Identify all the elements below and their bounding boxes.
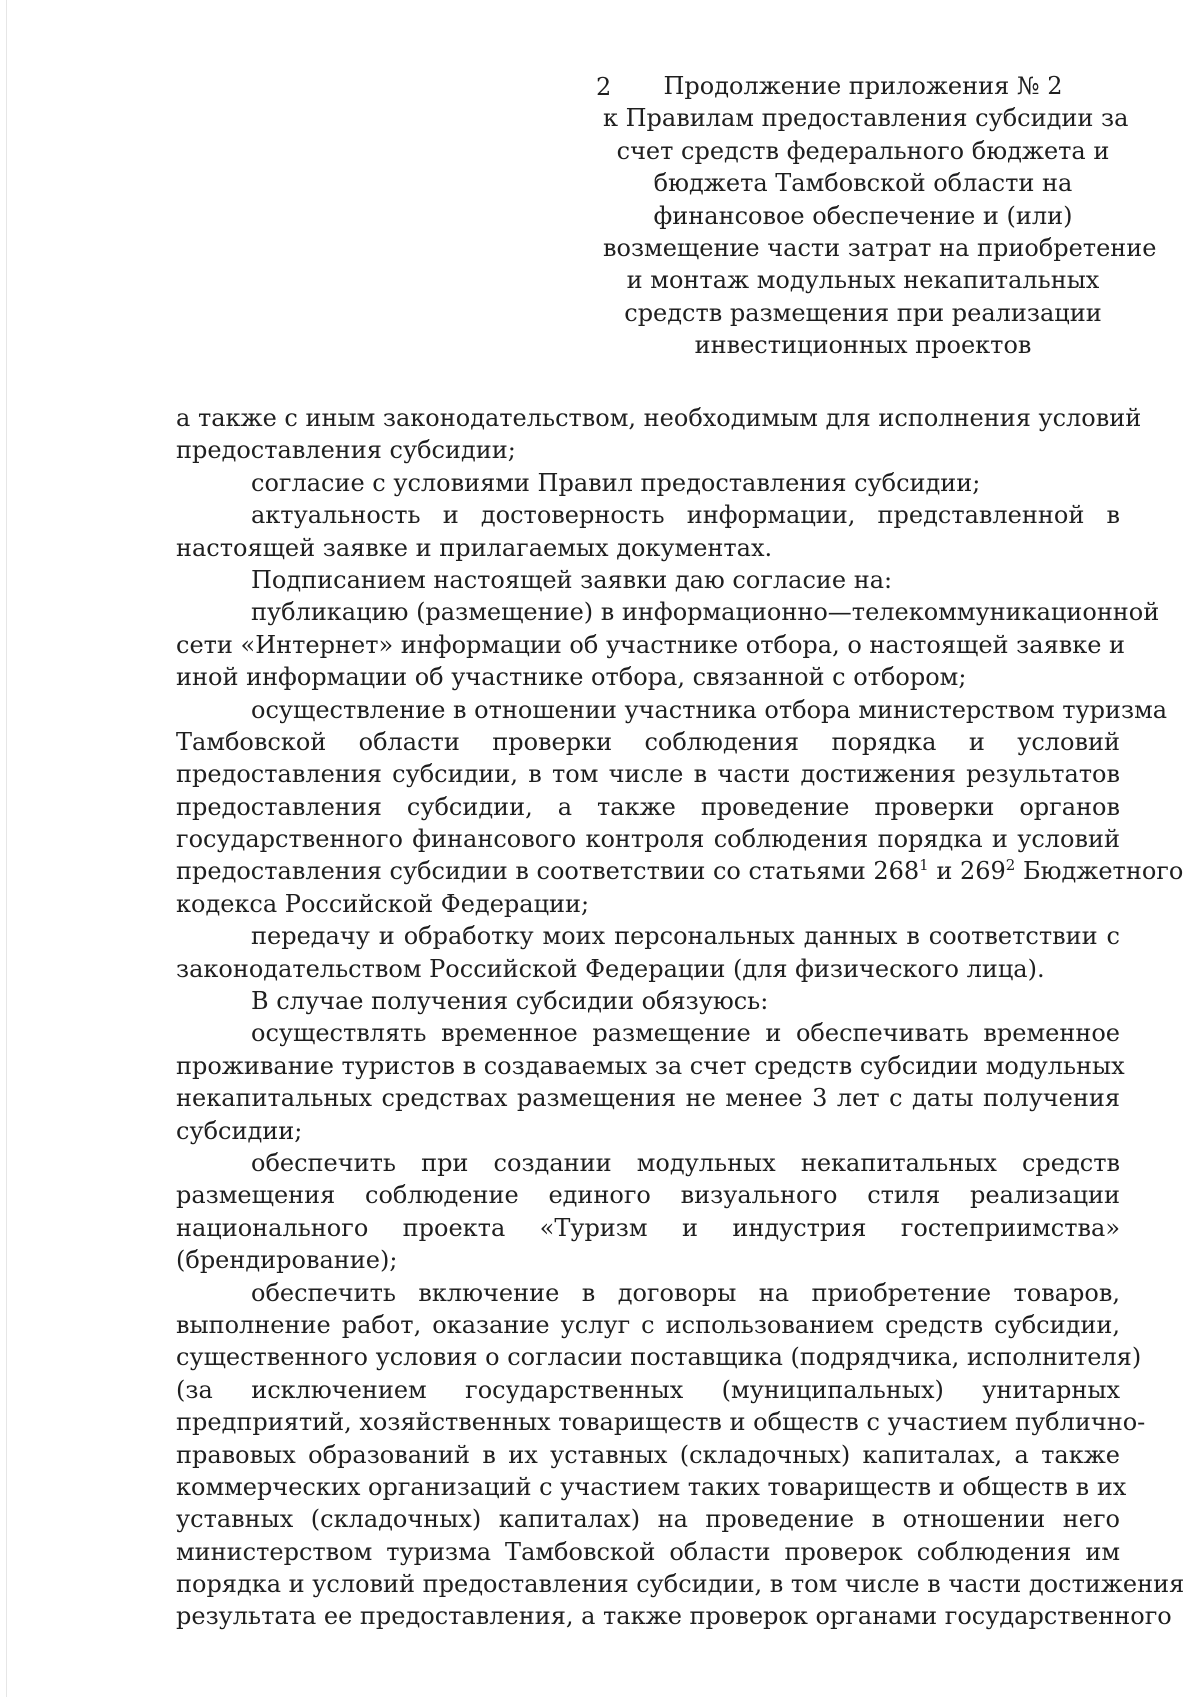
body-line: размещения соблюдение единого визуального стиля реализации	[176, 1181, 1120, 1210]
body-line: обеспечить при создании модульных некапитальных средств	[251, 1148, 1120, 1177]
header-line: и монтаж модульных некапитальных	[626, 266, 1100, 295]
body-line: национального проекта «Туризм и индустрия гостеприимства»	[176, 1213, 1120, 1242]
body-line: предприятий, хозяйственных товариществ и обществ с участием публично-	[176, 1408, 1146, 1437]
body-line: предоставления субсидии;	[176, 436, 516, 465]
body-line: сети «Интернет» информации об участнике отбора, о настоящей заявке и	[176, 630, 1126, 659]
body-line: Подписанием настоящей заявки даю согласие на:	[251, 565, 893, 594]
body-line: министерством туризма Тамбовской области проверок соблюдения им	[176, 1537, 1120, 1566]
scan-edge-line	[6, 0, 7, 1697]
body-line: публикацию (размещение) в информационно—телекоммуникационной	[251, 598, 1160, 627]
header-line: финансовое обеспечение и (или)	[653, 201, 1073, 230]
conjunction: и	[936, 857, 953, 886]
header-line: бюджета Тамбовской области на	[653, 169, 1073, 198]
body-line: осуществление в отношении участника отбора министерством туризма	[251, 695, 1168, 724]
body-line: настоящей заявке и прилагаемых документах.	[176, 533, 773, 562]
body-line: государственного финансового контроля соблюдения порядка и условий	[176, 825, 1120, 854]
body-line: (брендирование);	[176, 1246, 398, 1275]
body-line: уставных (складочных) капиталах) на проведение в отношении него	[176, 1505, 1120, 1534]
body-line: согласие с условиями Правил предоставления субсидии;	[251, 468, 981, 497]
article-268-sup: 1	[919, 856, 929, 875]
body-line: результата ее предоставления, а также проверок органами государственного	[176, 1602, 1172, 1631]
body-line: а также с иным законодательством, необходимым для исполнения условий	[176, 404, 1142, 432]
body-line: предоставления субсидии, а также проведение проверки органов	[176, 792, 1120, 821]
body-line: осуществлять временное размещение и обеспечивать временное	[251, 1019, 1120, 1048]
article-269: 269	[959, 857, 1006, 886]
body-line: коммерческих организаций с участием таких товариществ и обществ в их	[176, 1472, 1127, 1501]
header-line: счет средств федерального бюджета и	[616, 136, 1110, 165]
body-line: передачу и обработку моих персональных данных в соответствии с	[251, 922, 1120, 951]
header-line: средств размещения при реализации	[624, 298, 1102, 327]
body-line: Тамбовской области проверки соблюдения порядка и условий	[176, 727, 1120, 756]
body-line: выполнение работ, оказание услуг с использованием средств субсидии,	[176, 1310, 1120, 1339]
appendix-header	[603, 70, 1157, 362]
article-269-sup: 2	[1005, 856, 1016, 875]
body-text	[176, 402, 1185, 1633]
body-line: (за исключением государственных (муниципальных) унитарных	[176, 1375, 1120, 1404]
page-number: 2	[596, 73, 612, 101]
header-line: инвестиционных проектов	[694, 331, 1032, 360]
body-line: правовых образований в их уставных (складочных) капиталах, а также	[176, 1440, 1120, 1469]
header-line: Продолжение приложения № 2	[663, 72, 1063, 100]
body-line: предоставления субсидии, в том числе в части достижения результатов	[176, 760, 1120, 789]
body-line: некапитальных средствах размещения не менее 3 лет с даты получения	[176, 1084, 1120, 1113]
body-line: существенного условия о согласии поставщика (подрядчика, исполнителя)	[176, 1343, 1142, 1372]
body-line: В случае получения субсидии обязуюсь:	[251, 987, 769, 1016]
body-line: иной информации об участнике отбора, связанной с отбором;	[176, 663, 967, 692]
body-line: проживание туристов в создаваемых за счет средств субсидии модульных	[176, 1051, 1125, 1080]
header-line: к Правилам предоставления субсидии за	[603, 104, 1129, 133]
body-line: кодекса Российской Федерации;	[176, 889, 590, 918]
article-268: 268	[873, 857, 920, 886]
budget-code-word: Бюджетного	[1022, 857, 1184, 886]
body-line: законодательством Российской Федерации (для физического лица).	[176, 954, 1045, 983]
body-line: обеспечить включение в договоры на приобретение товаров,	[251, 1278, 1120, 1307]
body-line: субсидии;	[176, 1116, 303, 1145]
header-line: возмещение части затрат на приобретение	[603, 234, 1157, 263]
body-line: актуальность и достоверность информации, представленной в	[251, 501, 1120, 530]
body-line-with-articles	[176, 855, 1184, 887]
articles-text: предоставления субсидии в соответствии со статьями	[176, 857, 866, 886]
body-line: порядка и условий предоставления субсидии, в том числе в части достижения	[176, 1570, 1185, 1599]
